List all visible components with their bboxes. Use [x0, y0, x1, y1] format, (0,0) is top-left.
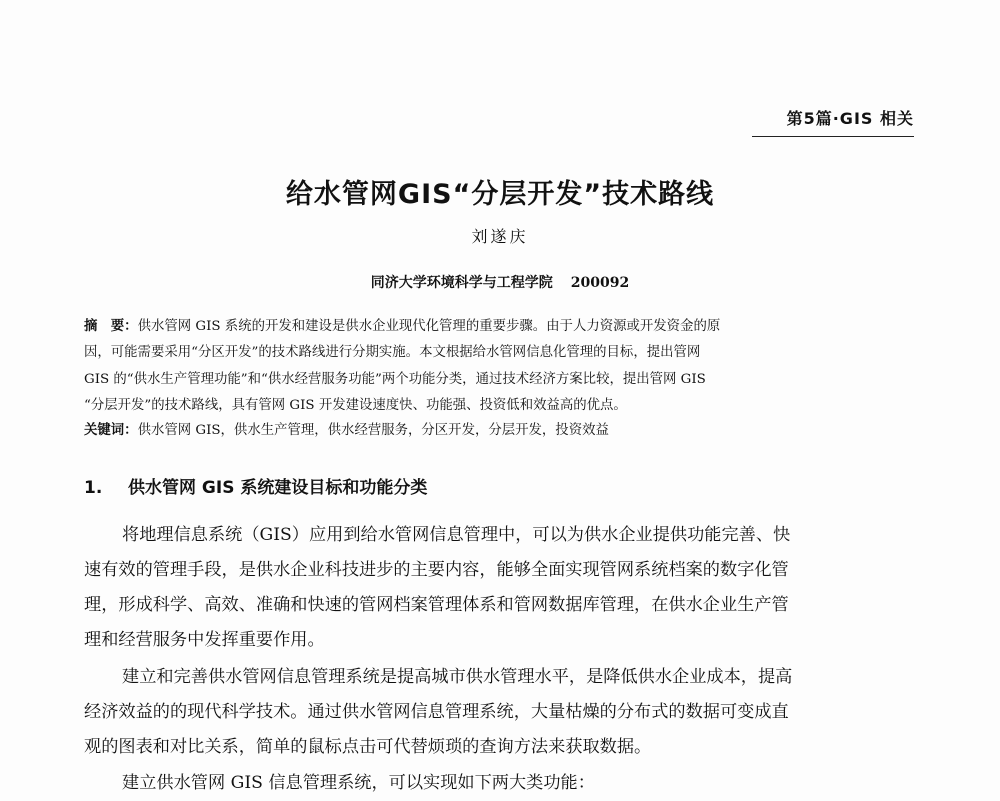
abstract-label: 摘 要： [84, 318, 138, 334]
abstract-line: 因，可能需要采用“分区开发”的技术路线进行分期实施。本文根据给水管网信息化管理的目标，提出管网 [84, 345, 701, 361]
paragraph-line: 建立和完善供水管网信息管理系统是提高城市供水管理水平，是降低供水企业成本，提高 [122, 667, 793, 687]
keywords-label: 关键词： [84, 422, 138, 438]
section-heading [84, 473, 427, 498]
paragraph-1 [84, 518, 916, 658]
paragraph-2 [84, 660, 916, 765]
paragraph-line: 理，形成科学、高效、准确和快速的管网档案管理体系和管网数据库管理，在供水企业生产管 [84, 595, 789, 615]
keywords [84, 419, 609, 438]
paragraph-line: 理和经营服务中发挥重要作用。 [84, 630, 325, 650]
paragraph-line: 建立供水管网 GIS 信息管理系统，可以实现如下两大类功能： [122, 773, 595, 793]
paragraph-3 [84, 766, 916, 801]
paragraph-line: 将地理信息系统（GIS）应用到给水管网信息管理中，可以为供水企业提供功能完善、快 [122, 525, 791, 545]
paragraph-line: 观的图表和对比关系，简单的鼠标点击可代替烦琐的查询方法来获取数据。 [84, 737, 652, 757]
paragraph-line: 速有效的管理手段，是供水企业科技进步的主要内容，能够全面实现管网系统档案的数字化管 [84, 560, 789, 580]
paragraph-line: 经济效益的的现代科学技术。通过供水管网信息管理系统，大量枯燥的分布式的数据可变成直 [84, 702, 789, 722]
affiliation-name: 同济大学环境科学与工程学院 [370, 275, 553, 291]
abstract [84, 313, 916, 420]
paper-title: 给水管网GIS“分层开发”技术路线 [285, 179, 715, 210]
abstract-line: 摘 要：供水管网 GIS 系统的开发和建设是供水企业现代化管理的重要步骤。由于人力资源或开发资金的原 [84, 318, 721, 334]
section-header-tag: 第5篇·GIS 相关 [786, 109, 914, 128]
section-number: 1. [84, 478, 103, 498]
header-rule [752, 136, 914, 137]
paper-author: 刘遂庆 [471, 227, 529, 246]
affiliation-postcode: 200092 [570, 275, 630, 291]
abstract-line: GIS 的“供水生产管理功能”和“供水经营服务功能”两个功能分类，通过技术经济方案比较，提出管网 GIS [84, 371, 706, 387]
abstract-line: “分层开发”的技术路线，具有管网 GIS 开发建设速度快、功能强、投资低和效益高的优点。 [84, 398, 627, 414]
keywords-text: 供水管网 GIS，供水生产管理，供水经营服务，分区开发，分层开发，投资效益 [137, 423, 609, 438]
section-title: 供水管网 GIS 系统建设目标和功能分类 [128, 478, 428, 498]
paper-affiliation [0, 272, 1000, 292]
